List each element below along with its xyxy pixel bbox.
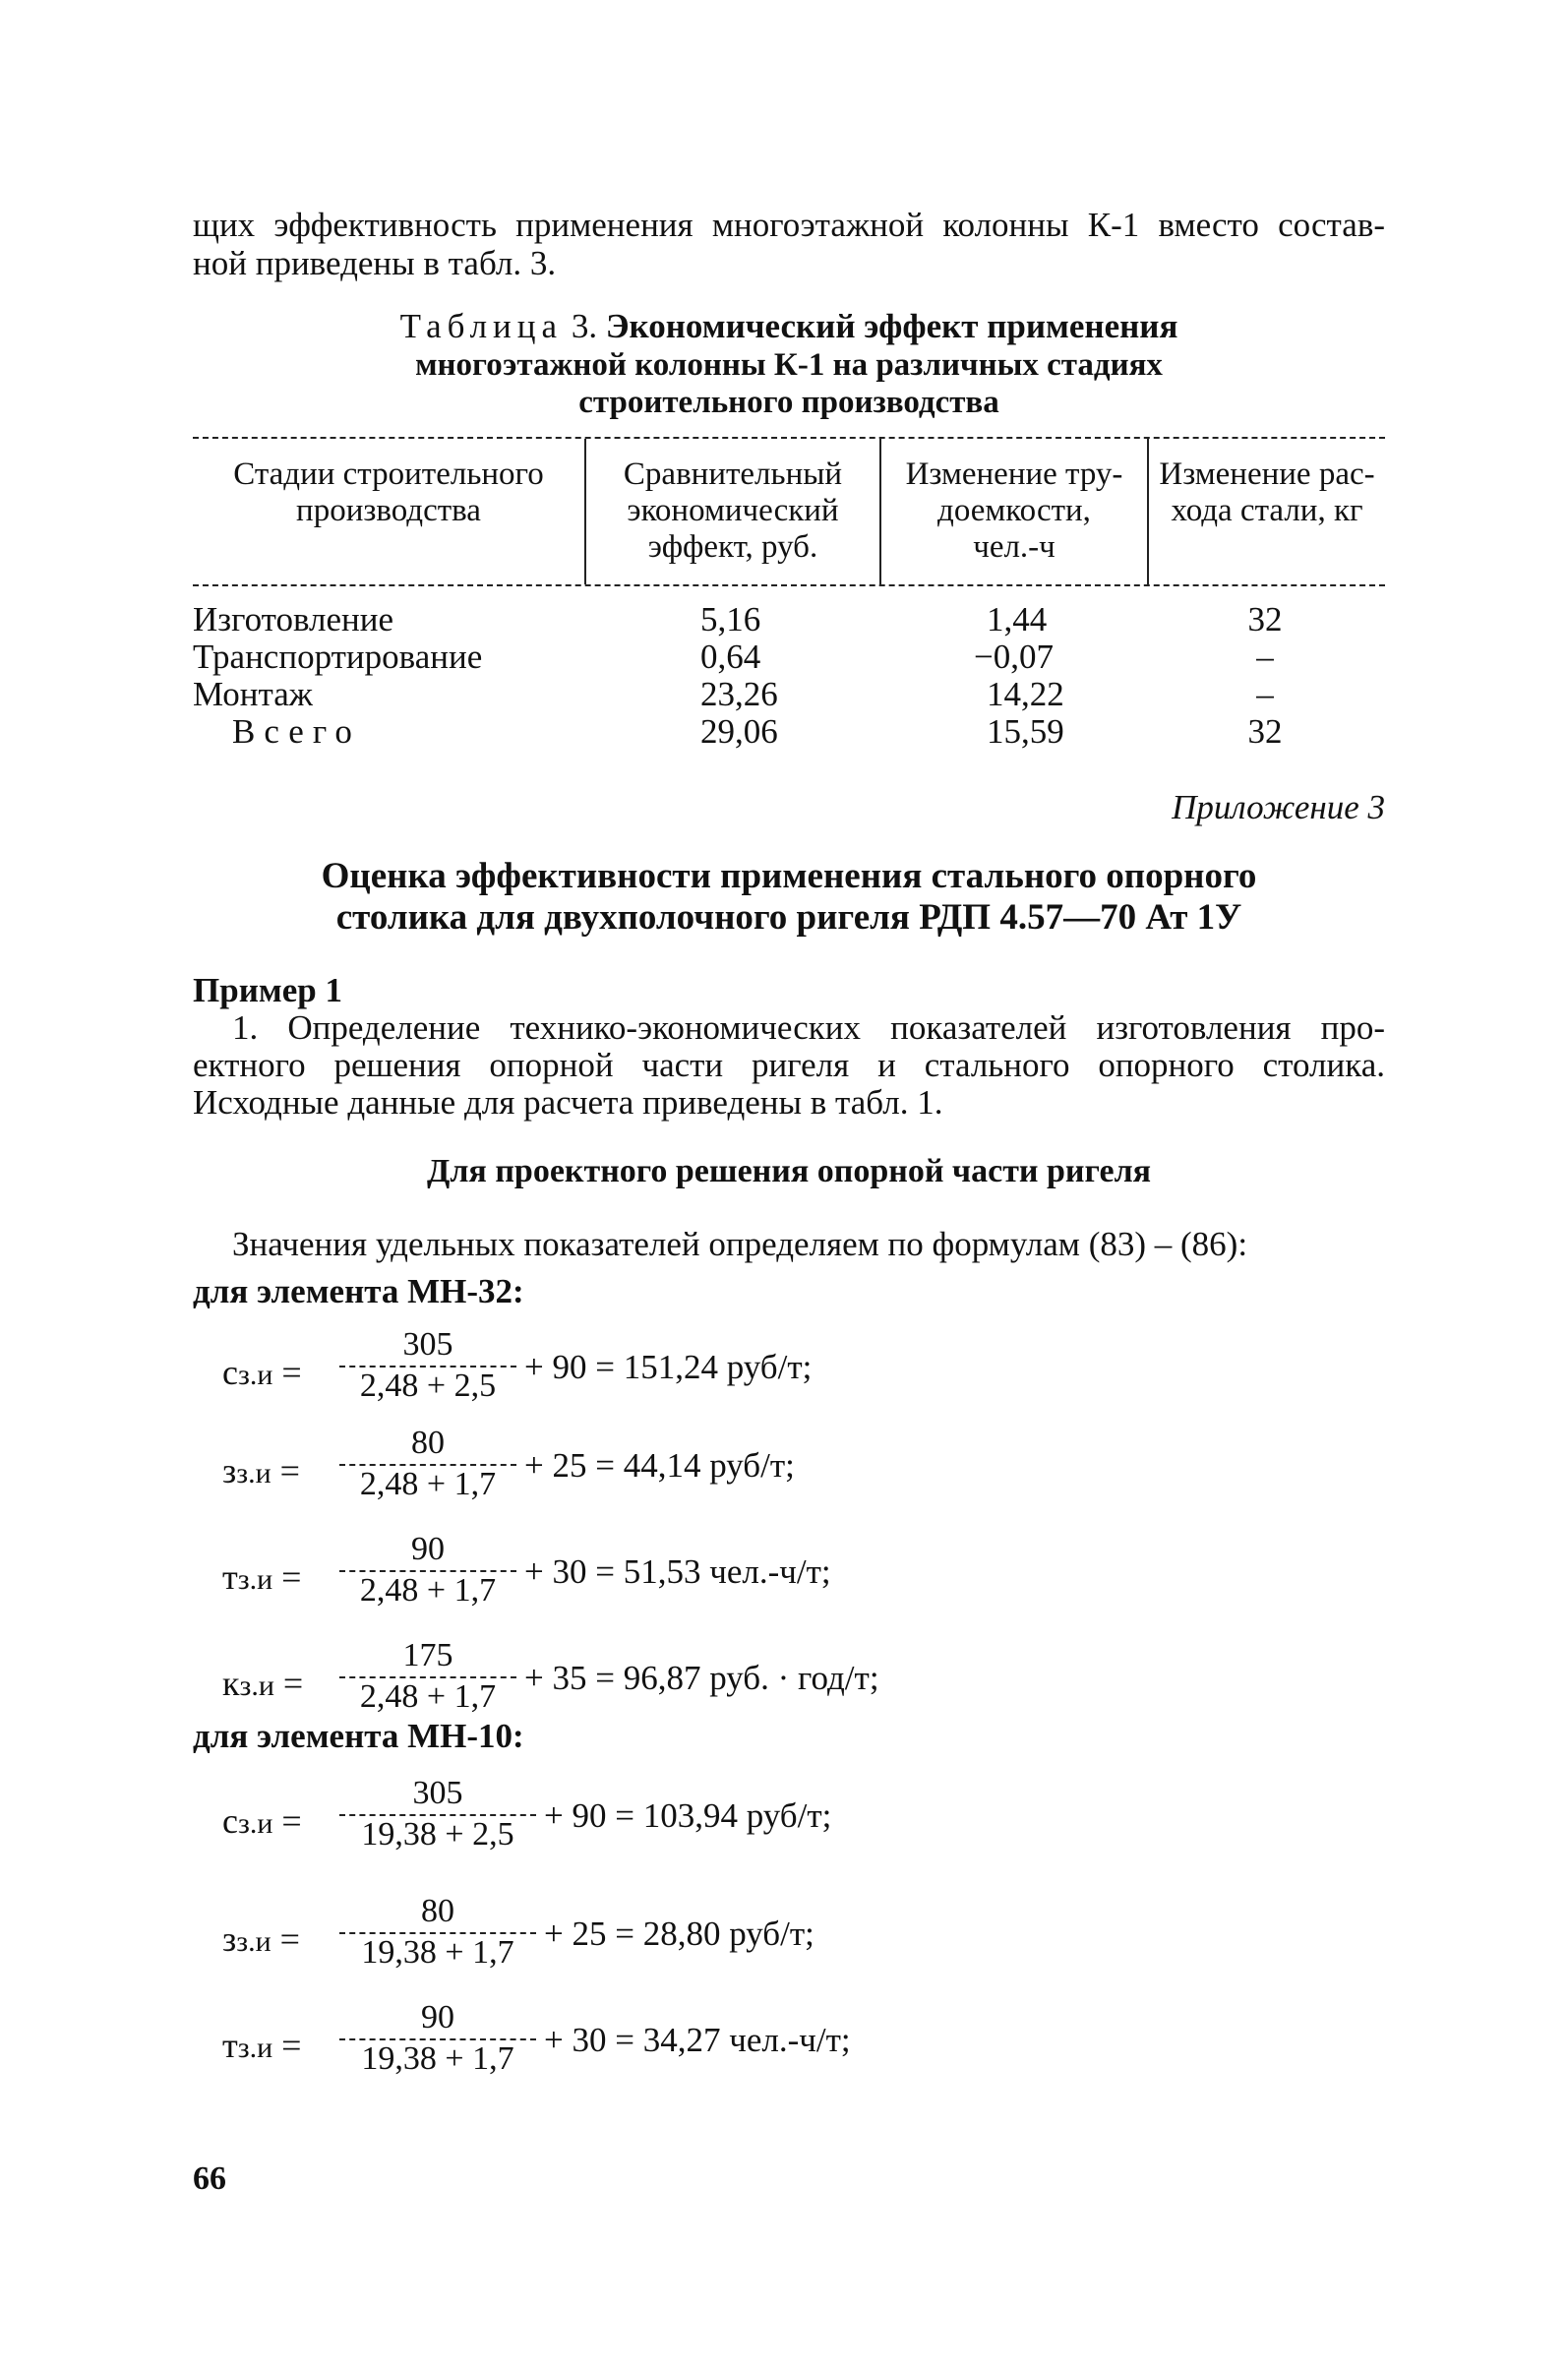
header-line: Стадии строительного [233, 456, 544, 492]
formula-subscript: з.и [237, 1359, 273, 1391]
formula-equals: = [271, 1451, 300, 1490]
formula-lhs [222, 1352, 302, 1393]
table-row-1-labor: 1,44 [987, 600, 1048, 638]
formula-lhs [222, 1450, 300, 1491]
subheading: Для проектного решения опорной части ригеля [426, 1153, 1152, 1189]
formula-denominator: 2,48 + 1,7 [359, 1572, 497, 1609]
formula-numerator: 90 [421, 1999, 454, 2036]
formula-numerator: 305 [402, 1326, 453, 1363]
table-header-labor [881, 456, 1147, 566]
formula-equals: = [272, 1557, 302, 1597]
section-title-line-1: Оценка эффективности применения стального опорного [321, 856, 1257, 896]
table-row-2-labor: −0,07 [974, 638, 1054, 676]
table-row-3-steel: – [1256, 675, 1274, 713]
formula-subscript: з.и [236, 1457, 271, 1489]
table-caption-title: Экономический эффект применения [605, 307, 1178, 345]
formula-result: + 30 = 34,27 чел.-ч/т; [544, 2021, 851, 2059]
formula-equals: = [273, 1664, 304, 1703]
table-row-4-labor: 15,59 [987, 712, 1064, 751]
formula-intro: Значения удельных показателей определяем по формулам (83) – (86): [232, 1225, 1248, 1263]
table-row-4-effect: 29,06 [700, 712, 778, 751]
header-line: экономический [627, 493, 839, 528]
example-line-3: Исходные данные для расчета приведены в табл. 1. [193, 1083, 943, 1122]
formula-equals: = [271, 1919, 300, 1959]
element-1-label: для элемента МН-32: [193, 1272, 524, 1310]
table-header-effect [586, 456, 879, 566]
header-line: чел.-ч [973, 529, 1055, 565]
formula-lhs [222, 1918, 300, 1960]
table-row-1-stage: Изготовление [193, 600, 394, 638]
header-line: производства [296, 493, 481, 528]
formula-subscript: з.и [237, 2032, 273, 2064]
table-header-steel [1149, 456, 1385, 529]
example-line-2: ектного решения опорной части ригеля и стального опорного столика. [193, 1046, 1385, 1084]
formula-denominator: 2,48 + 1,7 [359, 1678, 497, 1715]
formula-denominator: 19,38 + 1,7 [361, 2040, 514, 2077]
table-row-3-effect: 23,26 [700, 675, 778, 713]
formula-variable: з [222, 1919, 237, 1959]
table-caption-number: 3. [571, 307, 598, 345]
formula-result: + 35 = 96,87 руб. · год/т; [524, 1659, 879, 1697]
formula-subscript: з.и [237, 1807, 273, 1840]
formula-denominator: 2,48 + 1,7 [359, 1466, 497, 1502]
formula-subscript: з.и [237, 1563, 273, 1596]
intro-line-1: щих эффективность применения многоэтажной колонны К-1 вместо состав- [193, 206, 1385, 244]
table-row-4-stage: Всего [232, 712, 361, 751]
formula-variable: с [222, 1353, 238, 1392]
table-row-3-labor: 14,22 [987, 675, 1064, 713]
formula-equals: = [272, 1801, 302, 1841]
element-2-label: для элемента МН-10: [193, 1717, 524, 1755]
example-heading: Пример 1 [193, 971, 342, 1009]
formula-variable: т [222, 2026, 238, 2065]
formula-numerator: 305 [412, 1775, 463, 1811]
formula-variable: т [222, 1557, 238, 1597]
header-line: Изменение рас- [1159, 456, 1375, 492]
header-line: хода стали, кг [1171, 493, 1363, 528]
header-line: Изменение тру- [905, 456, 1123, 492]
formula-numerator: 80 [411, 1425, 445, 1461]
table-header-stage [193, 456, 584, 529]
table-row-3-stage: Монтаж [193, 675, 313, 713]
formula-lhs [222, 1556, 301, 1598]
formula-equals: = [272, 1353, 302, 1392]
formula-denominator: 2,48 + 2,5 [359, 1367, 497, 1404]
formula-result: + 25 = 28,80 руб/т; [544, 1914, 814, 1953]
table-caption-line-1 [193, 308, 1385, 345]
formula-numerator: 175 [402, 1637, 453, 1673]
appendix-label: Приложение 3 [1172, 788, 1385, 826]
table-row-2-effect: 0,64 [700, 638, 761, 676]
formula-denominator: 19,38 + 2,5 [361, 1816, 514, 1853]
table-row-2-steel: – [1256, 638, 1274, 676]
table-header-rule [193, 584, 1385, 586]
formula-result: + 90 = 151,24 руб/т; [524, 1348, 813, 1386]
formula-variable: с [222, 1801, 238, 1841]
header-line: эффект, руб. [647, 529, 818, 565]
header-line: доемкости, [937, 493, 1091, 528]
table-top-rule [193, 437, 1385, 439]
header-line: Сравнительный [623, 456, 843, 492]
formula-lhs [222, 1800, 302, 1842]
section-title-line-2: столика для двухполочного ригеля РДП 4.57—70 Ат 1У [335, 897, 1242, 938]
table-row-1-effect: 5,16 [700, 600, 761, 638]
table-caption-line-3: строительного производства [578, 385, 999, 420]
formula-numerator: 90 [411, 1531, 445, 1567]
formula-denominator: 19,38 + 1,7 [361, 1934, 514, 1971]
table-row-1-steel: 32 [1247, 600, 1283, 638]
table-row-4-steel: 32 [1247, 712, 1283, 751]
formula-result: + 25 = 44,14 руб/т; [524, 1446, 795, 1485]
formula-variable: з [222, 1451, 237, 1490]
formula-equals: = [272, 2026, 302, 2065]
page-number: 66 [193, 2160, 226, 2197]
formula-result: + 90 = 103,94 руб/т; [544, 1796, 832, 1835]
table-caption-line-2: многоэтажной колонны К-1 на различных стадиях [415, 347, 1163, 383]
formula-variable: к [222, 1664, 240, 1703]
formula-subscript: з.и [236, 1925, 271, 1958]
example-line-1: 1. Определение технико-экономических показателей изготовления про- [232, 1008, 1385, 1047]
formula-numerator: 80 [421, 1893, 454, 1929]
intro-line-2: ной приведены в табл. 3. [193, 244, 557, 282]
formula-subscript: з.и [239, 1670, 274, 1702]
formula-lhs [222, 1663, 303, 1704]
formula-lhs [222, 2025, 301, 2066]
formula-result: + 30 = 51,53 чел.-ч/т; [524, 1552, 831, 1591]
table-caption-label: Таблица [399, 307, 564, 345]
table-row-2-stage: Транспортирование [193, 638, 483, 676]
